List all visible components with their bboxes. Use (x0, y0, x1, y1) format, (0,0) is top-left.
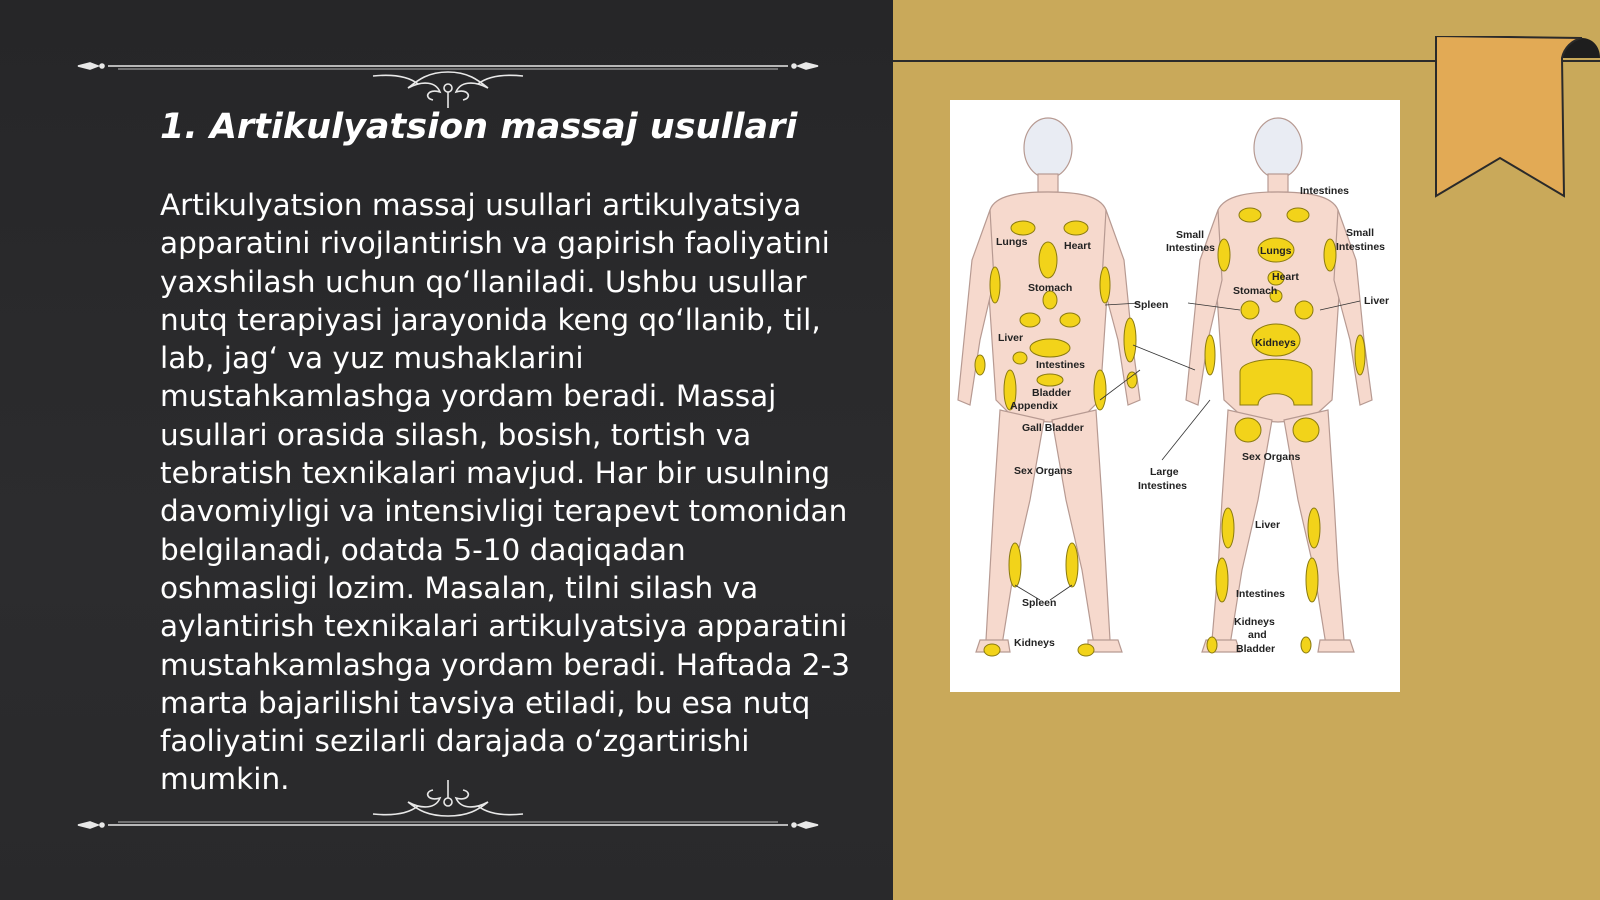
label-lungs-front: Lungs (996, 236, 1028, 248)
label-intestines-front: Intestines (1036, 359, 1086, 371)
label-kidneys-front: Kidneys (1014, 637, 1055, 649)
label-small-intestines-right-2: Intestines (1336, 241, 1386, 253)
slide-body-text: Artikulyatsion massaj usullari artikulyatsiya apparatini rivojlantirish va gapirish faoliyatini yaxshilash uchun qo‘llaniladi. Ushbu usullar nutq terapiyasi jarayonida keng qo‘llanib, til, lab, jag‘ va yuz mushaklarini mustahkamlashga yordam beradi. Massaj usullari orasida silash, bosish, tortish va tebratish texnikalari mavjud. Har bir usulning davomiyligi va intensivligi terapevt tomonidan belgilanadi, odatda 5-10 daqiqadan oshmasligi lozim. Masalan, tilni silash va aylantirish texnikalari artikulyatsiya apparatini mustahkamlashga yordam beradi. Haftada 2-3 marta bajarilishi tavsiya etiladi, bu esa nutq faoliyatini sezilarli darajada o‘zgartirishi mumkin. (160, 188, 850, 797)
label-spleen-middle: Spleen (1134, 299, 1169, 311)
label-intestines-back-leg: Intestines (1236, 588, 1286, 600)
label-stomach-back: Stomach (1233, 285, 1278, 297)
label-heart-front: Heart (1064, 240, 1091, 252)
reflexology-body-map (950, 100, 1400, 692)
label-small-intestines-right-1: Small (1346, 227, 1375, 239)
label-intestines-back-top: Intestines (1300, 185, 1350, 197)
label-small-intestines-left-2: Intestines (1166, 242, 1216, 254)
label-kidneys-and-bladder-3: Bladder (1236, 643, 1276, 655)
label-lungs-back: Lungs (1260, 245, 1292, 257)
label-bladder-front: Bladder (1032, 387, 1072, 399)
label-kidneys-and-bladder-1: Kidneys (1234, 616, 1275, 628)
label-appendix-front: Appendix (1010, 400, 1058, 412)
label-sex-organs-back: Sex Organs (1242, 451, 1301, 463)
label-sex-organs-front: Sex Organs (1014, 465, 1073, 477)
label-liver-front: Liver (998, 332, 1024, 344)
label-stomach-front: Stomach (1028, 282, 1073, 294)
label-liver-back-leg: Liver (1255, 519, 1281, 531)
label-liver-back-side: Liver (1364, 295, 1390, 307)
label-large-intestines-2: Intestines (1138, 480, 1188, 492)
label-large-intestines-1: Large (1150, 466, 1179, 478)
slide-title: 1. Artikulyatsion massaj usullari (160, 107, 798, 147)
label-gall-bladder-front: Gall Bladder (1022, 422, 1084, 434)
label-heart-back: Heart (1272, 271, 1299, 283)
label-spleen-front: Spleen (1022, 597, 1057, 609)
bookmark-ribbon-icon (1432, 36, 1600, 201)
middle-organ-labels (1134, 299, 1187, 492)
label-kidneys-back: Kidneys (1255, 337, 1296, 349)
label-kidneys-and-bladder-2: and (1248, 629, 1267, 641)
label-small-intestines-left-1: Small (1176, 229, 1205, 241)
